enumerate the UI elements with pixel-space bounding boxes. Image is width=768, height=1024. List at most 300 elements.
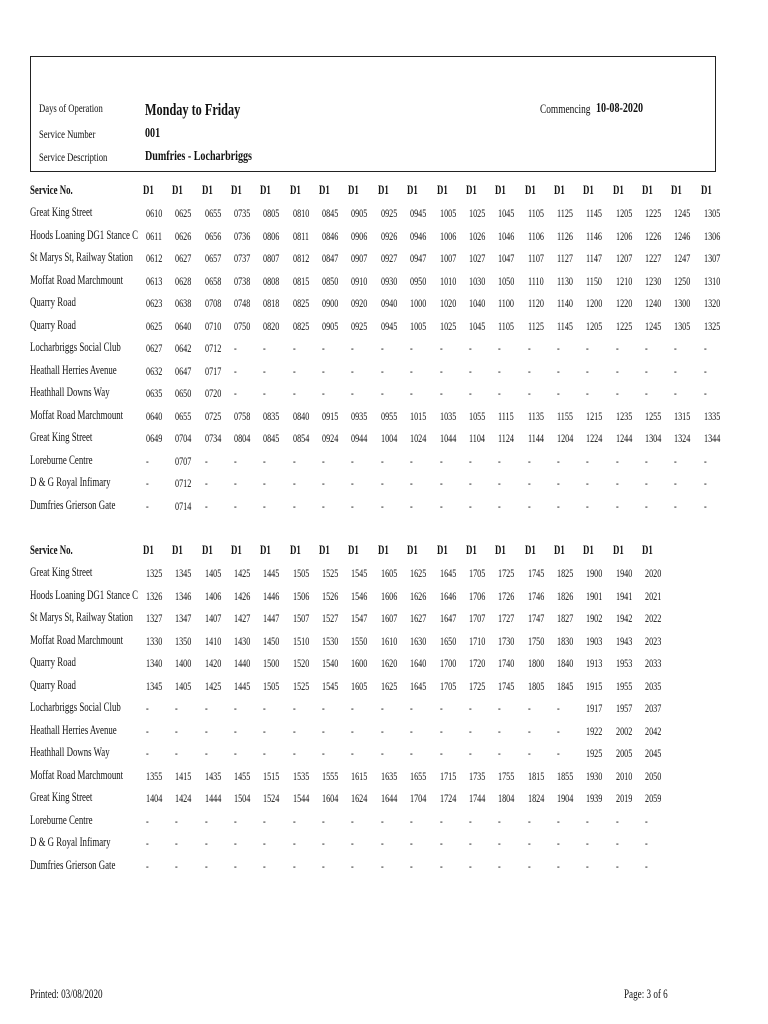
departure-time: 1106	[527, 228, 544, 243]
departure-time: 0712	[204, 341, 222, 355]
stop-name: St Marys St, Railway Station	[30, 609, 133, 624]
departure-time: 2020	[644, 566, 662, 580]
departure-time: 1020	[439, 296, 456, 310]
departure-time: 1230	[644, 273, 662, 288]
departure-time: -	[146, 476, 149, 490]
departure-time: 1315	[674, 408, 691, 423]
departure-time: -	[615, 476, 619, 490]
departure-time: -	[410, 723, 413, 738]
departure-time: 1320	[703, 296, 720, 310]
departure-time: 0632	[146, 363, 163, 378]
departure-time: 1525	[322, 566, 339, 580]
service-description-value: Dumfries - Locharbriggs	[145, 149, 252, 164]
departure-time: 0649	[146, 431, 163, 445]
departure-time: -	[527, 386, 531, 400]
departure-time: 1046	[498, 228, 515, 243]
departure-time: 1855	[556, 768, 574, 783]
departure-time: 0635	[146, 386, 163, 400]
departure-time: -	[292, 746, 296, 760]
stop-name: Heathall Herries Avenue	[30, 721, 117, 737]
departure-time: -	[410, 341, 413, 355]
departure-time: -	[351, 746, 355, 760]
departure-time: 1015	[410, 408, 427, 423]
departure-time: 1700	[439, 656, 456, 670]
departure-time: 1426	[234, 588, 251, 603]
departure-time: 1600	[351, 656, 368, 670]
departure-time: 1745	[498, 678, 515, 693]
service-number-header-row	[0, 542, 768, 564]
departure-time: -	[498, 341, 501, 355]
departure-time: -	[234, 341, 237, 355]
departure-time: 1825	[556, 566, 574, 580]
departure-time: -	[322, 341, 325, 355]
departure-time: -	[175, 858, 179, 873]
departure-time: -	[556, 476, 560, 490]
departure-time: 0846	[322, 228, 339, 243]
departure-time: 1705	[468, 566, 486, 580]
departure-time: -	[146, 836, 149, 850]
departure-time: 0738	[234, 273, 251, 288]
departure-time: -	[234, 701, 237, 715]
departure-time: -	[292, 341, 296, 355]
departure-time: 0915	[322, 408, 339, 423]
departure-time: 1347	[175, 611, 192, 625]
departure-time: -	[351, 701, 355, 715]
departure-time: 1505	[263, 678, 280, 693]
departure-time: 0845	[263, 431, 280, 445]
departure-time: 1430	[234, 633, 251, 648]
departure-time: -	[586, 453, 589, 468]
departure-time: 0811	[292, 228, 309, 243]
departure-time: 1027	[468, 251, 486, 265]
departure-time: 0825	[292, 296, 310, 310]
departure-time: -	[439, 363, 443, 378]
timetable-row	[0, 812, 768, 834]
departure-time: 1247	[674, 251, 691, 265]
departure-time: 0945	[380, 318, 398, 333]
timetable-row	[0, 677, 768, 699]
service-code: D1	[289, 182, 301, 197]
departure-time: 0714	[175, 498, 192, 513]
service-code: D1	[524, 182, 536, 197]
departure-time: 1826	[556, 588, 574, 603]
service-code: D1	[524, 542, 536, 557]
timetable-row	[0, 834, 768, 856]
departure-time: 0735	[234, 206, 251, 220]
departure-time: 1455	[234, 768, 251, 783]
departure-time: -	[204, 498, 208, 513]
departure-time: 2010	[615, 768, 632, 783]
departure-time: -	[351, 498, 355, 513]
departure-time: 1205	[586, 318, 603, 333]
departure-time: 1325	[703, 318, 720, 333]
departure-time: -	[263, 723, 267, 738]
stop-name: Quarry Road	[30, 654, 76, 669]
departure-time: 1424	[175, 791, 192, 805]
departure-time: 1606	[380, 588, 398, 603]
departure-time: -	[556, 701, 560, 715]
departure-time: 1530	[322, 633, 339, 648]
departure-time: -	[234, 363, 237, 378]
departure-time: 1505	[292, 566, 310, 580]
departure-time: 1307	[703, 251, 720, 265]
stop-name: Loreburne Centre	[30, 811, 93, 827]
departure-time: -	[410, 746, 413, 760]
departure-time: 0720	[204, 386, 222, 400]
departure-time: 1901	[586, 588, 603, 603]
departure-time: -	[498, 813, 501, 828]
departure-time: 0734	[204, 431, 222, 445]
departure-time: 1035	[439, 408, 456, 423]
departure-time: -	[586, 341, 589, 355]
departure-time: -	[527, 858, 531, 873]
departure-time: -	[380, 858, 384, 873]
departure-time: -	[410, 813, 413, 828]
service-code: D1	[143, 542, 154, 557]
timetable-row	[0, 497, 768, 519]
departure-time: 1635	[380, 768, 398, 783]
departure-time: -	[410, 363, 413, 378]
departure-time: -	[292, 701, 296, 715]
departure-time: 1146	[586, 228, 603, 243]
service-code: D1	[407, 542, 418, 557]
departure-time: 0736	[234, 228, 251, 243]
departure-time: -	[498, 858, 501, 873]
departure-time: 1650	[439, 633, 456, 648]
departure-time: -	[410, 453, 413, 468]
timetable-row	[0, 609, 768, 631]
page-number: Page: 3 of 6	[624, 986, 668, 1001]
departure-time: 1840	[556, 656, 574, 670]
departure-time: -	[322, 363, 325, 378]
departure-time: 1327	[146, 611, 163, 625]
departure-time: 1205	[615, 206, 632, 220]
service-code: D1	[377, 182, 389, 197]
departure-time: 1915	[586, 678, 603, 693]
departure-time: 1830	[556, 633, 574, 648]
departure-time: 1345	[175, 566, 192, 580]
service-code: D1	[495, 542, 506, 557]
departure-time: 0626	[175, 228, 192, 243]
departure-time: -	[468, 836, 472, 850]
departure-time: 1546	[351, 588, 368, 603]
service-code: D1	[377, 542, 389, 557]
departure-time: -	[586, 386, 589, 400]
departure-time: 0815	[292, 273, 310, 288]
departure-time: 1427	[234, 611, 251, 625]
departure-time: 0710	[204, 318, 222, 333]
departure-time: 1445	[234, 678, 251, 693]
departure-time: 1626	[410, 588, 427, 603]
departure-time: -	[146, 453, 149, 468]
departure-time: 0924	[322, 431, 339, 445]
departure-time: 1250	[674, 273, 691, 288]
service-number-header-row	[0, 182, 768, 204]
timetable-row	[0, 272, 768, 294]
departure-time: 1135	[527, 408, 544, 423]
departure-time: 0825	[292, 318, 310, 333]
departure-time: -	[615, 341, 619, 355]
departure-time: -	[263, 746, 267, 760]
departure-time: -	[468, 813, 472, 828]
departure-time: -	[556, 836, 560, 850]
stop-name: Great King Street	[30, 204, 93, 219]
departure-time: 1615	[351, 768, 368, 783]
departure-time: 1200	[586, 296, 603, 310]
departure-time: 1204	[556, 431, 574, 445]
departure-time: 1400	[175, 656, 192, 670]
departure-time: 0758	[234, 408, 251, 423]
departure-time: -	[468, 723, 472, 738]
printed-date: Printed: 03/08/2020	[30, 986, 103, 1001]
departure-time: 1125	[527, 318, 544, 333]
departure-time: 1145	[556, 318, 573, 333]
departure-time: 0628	[175, 273, 192, 288]
departure-time: -	[380, 498, 384, 513]
departure-time: 0655	[175, 408, 192, 423]
departure-time: 1024	[410, 431, 427, 445]
departure-time: 1124	[498, 431, 515, 445]
departure-time: 0717	[204, 363, 222, 378]
timetable-row	[0, 339, 768, 361]
departure-time: 1725	[468, 678, 486, 693]
departure-time: 1605	[351, 678, 368, 693]
departure-time: -	[351, 836, 355, 850]
departure-time: -	[703, 386, 707, 400]
departure-time: 1325	[146, 566, 163, 580]
departure-time: -	[468, 386, 472, 400]
departure-time: -	[234, 498, 237, 513]
departure-time: -	[644, 858, 648, 873]
stop-name: Loreburne Centre	[30, 451, 93, 467]
departure-time: -	[263, 701, 267, 715]
departure-time: 1240	[644, 296, 662, 310]
stop-name: Quarry Road	[30, 294, 76, 309]
departure-time: -	[703, 453, 707, 468]
departure-time: -	[410, 386, 413, 400]
departure-time: 0707	[175, 453, 192, 468]
departure-time: 1925	[586, 746, 603, 760]
departure-time: 0840	[292, 408, 310, 423]
departure-time: 0640	[175, 318, 192, 333]
commencing-date: 10-08-2020	[596, 101, 644, 116]
timetable-row	[0, 407, 768, 429]
departure-time: -	[439, 476, 443, 490]
service-code: D1	[172, 542, 184, 557]
departure-time: -	[410, 476, 413, 490]
departure-time: 1405	[204, 566, 222, 580]
departure-time: 1004	[380, 431, 398, 445]
departure-time: 1025	[468, 206, 486, 220]
departure-time: 0650	[175, 386, 192, 400]
departure-time: -	[263, 341, 267, 355]
departure-time: 0640	[146, 408, 163, 423]
departure-time: 1330	[146, 633, 163, 648]
departure-time: 1404	[146, 791, 163, 805]
departure-time: 1746	[527, 588, 544, 603]
departure-time: 1555	[322, 768, 339, 783]
departure-time: -	[556, 858, 560, 873]
days-of-operation-value: Monday to Friday	[145, 100, 241, 119]
departure-time: 1026	[468, 228, 486, 243]
departure-time: -	[674, 453, 678, 468]
departure-time: 1624	[351, 791, 368, 805]
departure-time: 1526	[322, 588, 339, 603]
departure-time: 0812	[292, 251, 310, 265]
departure-time: -	[586, 813, 589, 828]
departure-time: -	[263, 453, 267, 468]
timetable-row	[0, 294, 768, 316]
service-code: D1	[583, 542, 595, 557]
departure-time: 1435	[204, 768, 222, 783]
departure-time: 1520	[292, 656, 310, 670]
departure-time: 1335	[703, 408, 720, 423]
departure-time: 1100	[498, 296, 515, 310]
timetable-row	[0, 789, 768, 811]
departure-time: -	[322, 453, 325, 468]
departure-time: -	[527, 836, 531, 850]
departure-time: 1245	[644, 318, 662, 333]
departure-time: -	[380, 836, 384, 850]
departure-time: 1440	[234, 656, 251, 670]
departure-time: -	[439, 746, 443, 760]
departure-time: 1913	[586, 656, 603, 670]
departure-time: -	[498, 746, 501, 760]
departure-time: 1246	[674, 228, 691, 243]
departure-time: -	[644, 476, 648, 490]
service-number-value: 001	[145, 126, 161, 141]
departure-time: -	[380, 476, 384, 490]
departure-time: 1045	[498, 206, 515, 220]
departure-time: -	[439, 386, 443, 400]
departure-time: 1506	[292, 588, 310, 603]
departure-time: -	[439, 723, 443, 738]
departure-time: 0647	[175, 363, 192, 378]
timetable-row	[0, 429, 768, 451]
timetable-row	[0, 699, 768, 721]
departure-time: 1605	[380, 566, 398, 580]
service-description-label: Service Description	[39, 150, 108, 164]
service-code: D1	[641, 182, 653, 197]
service-code: D1	[465, 542, 477, 557]
service-code: D1	[143, 182, 154, 197]
departure-time: 1125	[556, 206, 573, 220]
departure-time: 0906	[351, 228, 368, 243]
departure-time: 0805	[263, 206, 280, 220]
departure-time: 0725	[204, 408, 222, 423]
departure-time: 1900	[586, 566, 603, 580]
departure-time: 1902	[586, 611, 603, 625]
departure-time: 0818	[263, 296, 280, 310]
departure-time: 0847	[322, 251, 339, 265]
departure-time: -	[674, 476, 678, 490]
departure-time: -	[468, 498, 472, 513]
departure-time: -	[527, 476, 531, 490]
departure-time: 1346	[175, 588, 192, 603]
departure-time: 1155	[556, 408, 573, 423]
departure-time: -	[498, 386, 501, 400]
departure-time: -	[439, 813, 443, 828]
departure-time: 1355	[146, 768, 163, 783]
departure-time: -	[292, 453, 296, 468]
service-code: D1	[612, 182, 624, 197]
stop-name: Moffat Road Marchmount	[30, 271, 124, 287]
departure-time: 1104	[468, 431, 485, 445]
departure-time: 1326	[146, 588, 163, 603]
departure-time: -	[674, 341, 678, 355]
departure-time: -	[380, 813, 384, 828]
departure-time: -	[204, 858, 208, 873]
departure-time: 1005	[439, 206, 456, 220]
departure-time: -	[703, 498, 707, 513]
departure-time: -	[439, 701, 443, 715]
departure-time: 1939	[586, 791, 603, 805]
departure-time: -	[468, 363, 472, 378]
departure-time: -	[292, 476, 296, 490]
departure-time: 0850	[322, 273, 339, 288]
departure-time: 1227	[644, 251, 662, 265]
departure-time: 1044	[439, 431, 456, 445]
departure-time: 1410	[204, 633, 222, 648]
departure-time: -	[322, 858, 325, 873]
departure-time: 0927	[380, 251, 398, 265]
departure-time: -	[292, 723, 296, 738]
departure-time: -	[410, 701, 413, 715]
departure-time: 0945	[410, 206, 427, 220]
departure-time: 1030	[468, 273, 486, 288]
departure-time: 1515	[263, 768, 280, 783]
stop-name: Hoods Loaning DG1 Stance C	[30, 586, 139, 602]
service-code: D1	[231, 182, 242, 197]
timetable-row	[0, 317, 768, 339]
departure-time: 0611	[146, 228, 163, 243]
stop-name: Moffat Road Marchmount	[30, 406, 124, 422]
departure-time: 1730	[498, 633, 515, 648]
departure-time: -	[498, 836, 501, 850]
departure-time: 1647	[439, 611, 456, 625]
header-box	[30, 56, 716, 172]
departure-time: 1800	[527, 656, 544, 670]
departure-time: 1640	[410, 656, 427, 670]
stop-name: D & G Royal Infimary	[30, 474, 111, 489]
departure-time: -	[351, 813, 355, 828]
departure-time: 1727	[498, 611, 515, 625]
departure-time: 2042	[644, 723, 662, 738]
departure-time: 1903	[586, 633, 603, 648]
departure-time: 0612	[146, 251, 163, 265]
departure-time: 1406	[204, 588, 222, 603]
departure-time: -	[498, 453, 501, 468]
departure-time: -	[351, 476, 355, 490]
departure-time: -	[674, 363, 678, 378]
departure-time: 1725	[498, 566, 515, 580]
departure-time: 1507	[292, 611, 310, 625]
departure-time: -	[556, 746, 560, 760]
departure-time: -	[322, 746, 325, 760]
departure-time: 0655	[204, 206, 222, 220]
stop-name: Great King Street	[30, 429, 93, 444]
departure-time: 1147	[586, 251, 603, 265]
departure-time: 1130	[556, 273, 573, 288]
departure-time: -	[322, 813, 325, 828]
departure-time: -	[527, 813, 531, 828]
departure-time: 1904	[556, 791, 574, 805]
departure-time: 1407	[204, 611, 222, 625]
departure-time: 1210	[615, 273, 632, 288]
departure-time: 1405	[175, 678, 192, 693]
departure-time: 1504	[234, 791, 251, 805]
stop-name: Moffat Road Marchmount	[30, 631, 124, 647]
